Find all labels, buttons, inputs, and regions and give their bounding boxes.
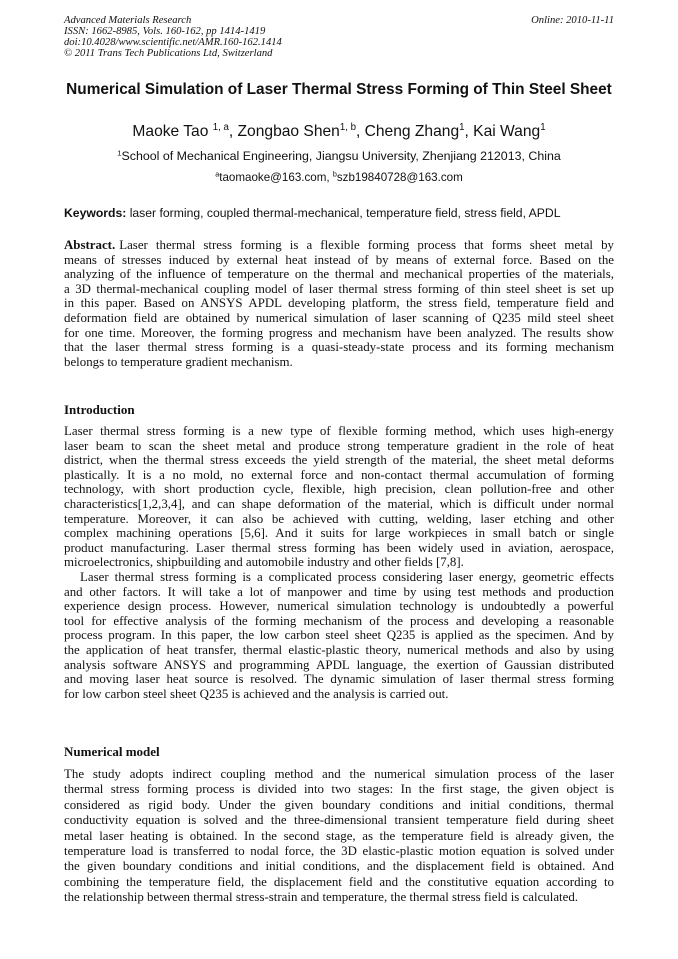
keywords-text: laser forming, coupled thermal-mechanical, temperature field, stress field, APDL	[126, 206, 561, 220]
copyright: © 2011 Trans Tech Publications Ltd, Switzerland	[64, 48, 273, 59]
text-line: temperature load is transferred to nodal force, the 3D elastic-plastic motion equation is solved under	[64, 844, 614, 859]
author-affil-mark: 1	[540, 122, 546, 134]
online-date: Online: 2010-11-11	[531, 15, 614, 26]
journal-name: Advanced Materials Research	[64, 15, 192, 26]
paper-title: Numerical Simulation of Laser Thermal Stress Forming of Thin Steel Sheet	[66, 81, 612, 98]
text-line: technology, with short production cycle, flexible, high precision, clean pollution-free and other	[64, 482, 614, 497]
abstract	[64, 238, 614, 369]
text-line: Laser thermal stress forming is a complicated process considering laser energy, geometric effects	[80, 569, 614, 584]
text-line: district, when the thermal stress exceeds the yield strength of the material, the sheet metal deforms	[64, 453, 614, 468]
issn: ISSN: 1662-8985, Vols. 160-162, pp 1414-1419	[64, 26, 266, 37]
text-line: analysis software ANSYS and programming APDL language, the exertion of Gaussian distributed	[64, 657, 614, 672]
author-name: , Zongbao Shen	[228, 123, 340, 140]
text-line: Laser thermal stress forming is a flexible forming process that forms sheet metal by	[119, 238, 614, 252]
text-line: thermal stress forming process is divided into two stages: In the first stage, the given object is	[64, 782, 614, 797]
text-line: means of stresses induced by external heat instead of by means of external force. Based on the	[64, 252, 614, 267]
text-line: a 3D thermal-mechanical coupling model of laser thermal stress forming of thin steel sheet is set up	[64, 281, 614, 296]
text-line: tool for effective analysis of the forming mechanism of the process and developing a reasonable	[64, 613, 614, 628]
email-link[interactable]: szb19840728@163.com	[336, 171, 463, 184]
text-line: process program. In this paper, the low carbon steel sheet Q235 is applied as the specimen. And by	[64, 628, 614, 643]
text-line: metal laser heating is obtained. In the second stage, as the temperature field is already given, the	[64, 828, 614, 843]
author-affil-mark: 1, a	[212, 122, 229, 134]
text-line: complex machining operations [5,6]. And it suits for large workpieces in small batch or single	[64, 526, 614, 541]
email-mark: b	[332, 169, 337, 179]
text-line: temperature. Moreover, it can also be achieved with cutting, welding, laser etching and other	[64, 511, 614, 526]
text-line: considered as rigid body. Under the given boundary conditions and initial conditions, thermal	[64, 797, 614, 812]
journal-header	[64, 15, 282, 59]
text-line: that the laser thermal stress forming is a quasi-steady-state process and its forming mechanism	[64, 340, 614, 355]
affil-text: School of Mechanical Engineering, Jiangsu University, Zhenjiang 212013, China	[121, 149, 561, 163]
text-line: The study adopts indirect coupling method and the numerical simulation process of the laser	[64, 767, 614, 781]
author-name: Maoke Tao	[132, 123, 213, 140]
text-line: and moving laser heat source is resolved. The dynamic simulation of laser thermal stress forming	[64, 672, 614, 687]
author-name: , Kai Wang	[464, 123, 541, 140]
text-line: combining the temperature field, the displacement field and the constitutive equation according to	[64, 874, 614, 889]
text-line: characteristics[1,2,3,4], and can shape deformation of the material, which is difficult under normal	[64, 496, 614, 511]
text-line: laser beam to scan the sheet metal and produce strong temperature gradient in the role of heat	[64, 438, 614, 453]
text-line: for low carbon steel sheet Q235 is achieved and the analysis is carried out.	[64, 686, 449, 701]
text-line: and other factors. It will take a lot of manpower and time by using test methods and production	[64, 584, 614, 599]
introduction-body	[64, 424, 614, 701]
keywords-label: Keywords:	[64, 206, 127, 220]
text-line: conductivity equation is solved and the three-dimensional transient temperature field during sheet	[64, 813, 614, 828]
author-list	[0, 123, 678, 141]
text-line: for one time. Moreover, the forming progress and mechanism have been analyzed. The results show	[64, 325, 614, 340]
text-line: plastically. It is a no mold, no external force and non-contact thermal accumulation of forming	[64, 467, 614, 482]
text-line: Laser thermal stress forming is a new type of flexible forming method, which uses high-energy	[64, 424, 614, 438]
email-mark: a	[215, 169, 220, 179]
text-line: analyzing of the influence of temperature on the thermal and mechanical properties of the materials,	[64, 267, 614, 282]
numerical-model-body	[64, 767, 614, 906]
text-line: experience design process. However, numerical simulation technology is undoubtedly a powerful	[64, 599, 614, 614]
abstract-first-line	[64, 238, 614, 253]
email-link[interactable]: taomaoke@163.com,	[219, 171, 333, 184]
affil-mark: 1	[117, 148, 122, 158]
author-affil-mark: 1, b	[339, 122, 356, 134]
text-line: the relationship between thermal stress-strain and temperature, the thermal stress field is calculated.	[64, 890, 579, 905]
text-line: in this paper. Based on ANSYS APDL developing platform, the stress field, temperature field and	[64, 296, 614, 311]
section-heading-numerical-model: Numerical model	[64, 744, 160, 759]
author-affil-mark: 1	[459, 122, 465, 134]
affiliation	[0, 149, 678, 163]
text-line: microelectronics, shipbuilding and automobile industry and other fields [7,8].	[64, 555, 464, 570]
section-heading-introduction: Introduction	[64, 402, 135, 417]
text-line: the application of heat transfer, thermal elastic-plastic theory, numerical methods and also by using	[64, 642, 614, 657]
text-line: deformation field are obtained by numerical simulation of laser scanning of Q235 mild steel sheet	[64, 310, 614, 325]
author-name: , Cheng Zhang	[355, 123, 460, 140]
text-line: belongs to temperature gradient mechanism.	[64, 354, 293, 369]
emails	[0, 171, 678, 184]
text-line: product manufacturing. Laser thermal stress forming has been widely used in aviation, aerospace,	[64, 540, 614, 555]
doi: doi:10.4028/www.scientific.net/AMR.160-162.1414	[64, 37, 282, 48]
keywords	[64, 206, 561, 220]
abstract-label: Abstract.	[64, 238, 116, 252]
text-line: the given boundary conditions and initial conditions, and the displacement field is obtained. And	[64, 859, 614, 874]
